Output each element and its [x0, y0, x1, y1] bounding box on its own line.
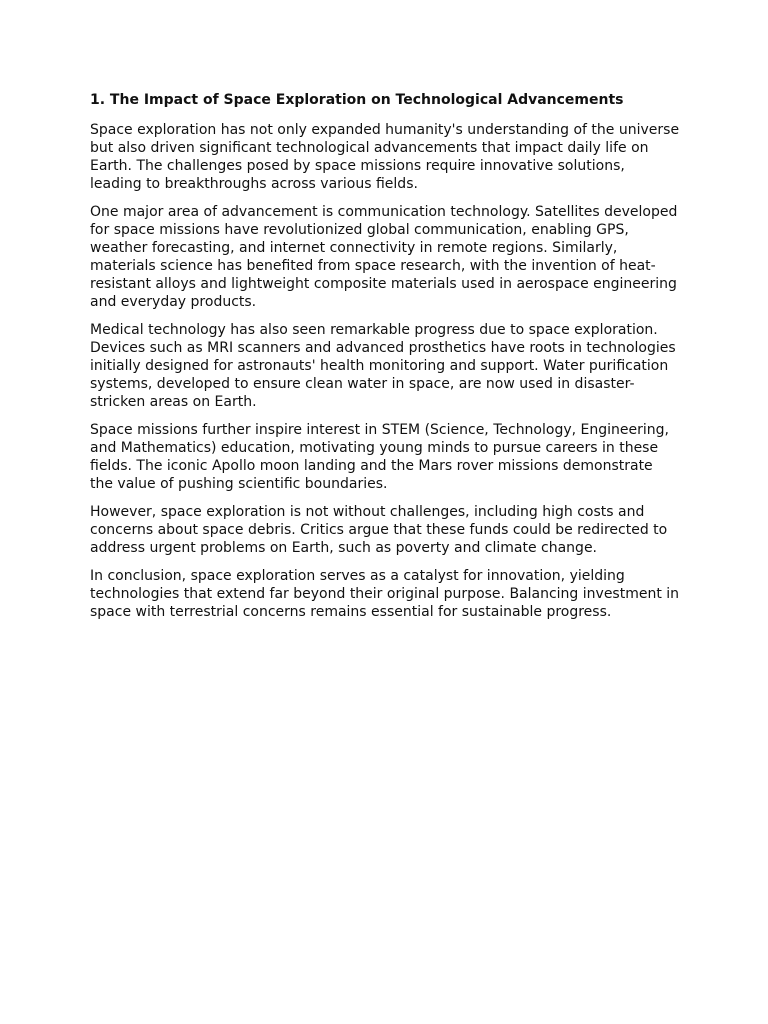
- paragraph-medical: Medical technology has also seen remarkable progress due to space exploration. Devices such as MRI scanners and advanced prosthetics have roots in technologies initially designed for astronauts' health monitoring and support. Water purification systems, developed to ensure clean water in space, are now used in disaster-stricken areas on Earth.: [90, 322, 676, 410]
- paragraph-conclusion: In conclusion, space exploration serves as a catalyst for innovation, yielding technologies that extend far beyond their original purpose. Balancing investment in space with terrestrial concerns remains essential for sustainable progress.: [90, 568, 680, 620]
- document-page: [90, 91, 680, 631]
- paragraph-communication: One major area of advancement is communication technology. Satellites developed for space missions have revolutionized global communication, enabling GPS, weather forecasting, and internet connectivity in remote regions. Similarly, materials science has benefited from space research, with the invention of heat-resistant alloys and lightweight composite materials used in aerospace engineering and everyday products.: [90, 204, 678, 310]
- document-title: 1. The Impact of Space Exploration on Technological Advancements: [90, 92, 624, 108]
- paragraph-stem: Space missions further inspire interest in STEM (Science, Technology, Engineering, and Mathematics) education, motivating young minds to pursue careers in these fields. The iconic Apollo moon landing and the Mars rover missions demonstrate the value of pushing scientific boundaries.: [90, 422, 669, 492]
- paragraph-challenges: However, space exploration is not without challenges, including high costs and concerns about space debris. Critics argue that these funds could be redirected to address urgent problems on Earth, such as poverty and climate change.: [90, 504, 668, 556]
- paragraph-intro: Space exploration has not only expanded humanity's understanding of the universe but also driven significant technological advancements that impact daily life on Earth. The challenges posed by space missions require innovative solutions, leading to breakthroughs across various fields.: [90, 122, 680, 192]
